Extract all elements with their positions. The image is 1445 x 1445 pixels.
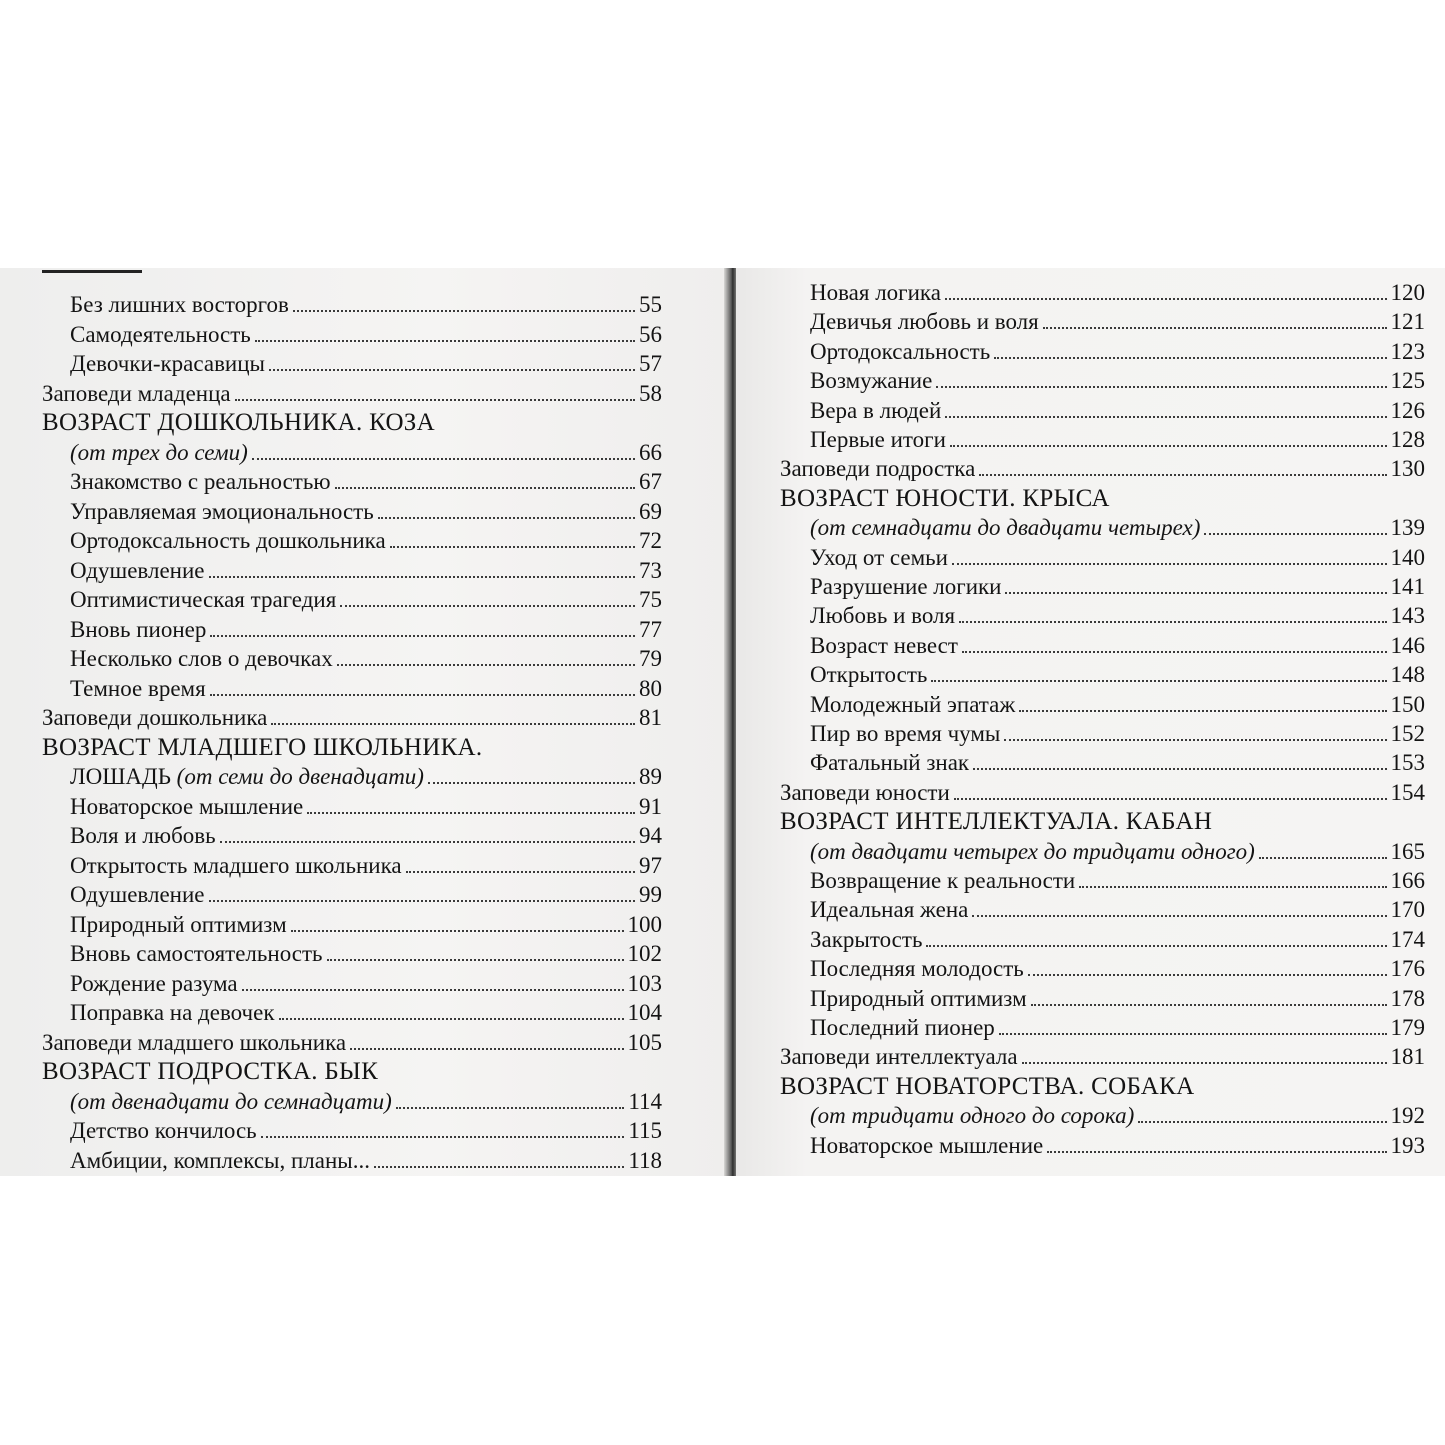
page-number: 81	[639, 705, 662, 730]
toc-entry[interactable]	[70, 1146, 662, 1176]
toc-entry-title-main: ЛОШАДЬ	[70, 764, 171, 789]
page-number: 143	[1390, 603, 1425, 629]
toc-entry-title: Рождение разума	[70, 970, 238, 996]
dot-leader	[1019, 710, 1386, 712]
toc-entry-title: Заповеди интеллектуала	[780, 1044, 1018, 1070]
dot-leader	[931, 680, 1386, 682]
toc-entry[interactable]	[780, 778, 1425, 808]
page-number: 94	[639, 823, 662, 848]
page-number: 150	[1390, 691, 1425, 717]
dot-leader	[291, 930, 624, 932]
dot-leader	[335, 487, 635, 489]
page-number: 55	[639, 292, 662, 317]
toc-entry[interactable]	[810, 513, 1425, 543]
toc-entry-title: Девичья любовь и воля	[810, 309, 1039, 335]
page-number: 174	[1390, 926, 1425, 952]
left-page	[0, 268, 728, 1176]
dot-leader	[307, 812, 635, 814]
page-number: 100	[627, 911, 662, 937]
toc-entry-title: Уход от семьи	[810, 544, 948, 570]
toc-entry[interactable]	[70, 821, 662, 851]
toc-entry-title: Заповеди младенца	[42, 380, 231, 406]
toc-entry[interactable]	[810, 866, 1425, 896]
page-number: 139	[1390, 515, 1425, 541]
dot-leader	[261, 1136, 625, 1138]
toc-entry-title: Первые итоги	[810, 427, 946, 452]
toc-entry[interactable]	[810, 396, 1425, 426]
toc-entry-title	[810, 513, 1200, 543]
toc-entry-title: Закрытость	[810, 926, 923, 952]
page-number: 126	[1390, 397, 1425, 423]
toc-entry-title: Природный оптимизм	[70, 911, 287, 937]
page-number: 67	[639, 469, 662, 494]
page-number: 130	[1390, 456, 1425, 482]
toc-entry-title: Одушевление	[70, 882, 205, 907]
dot-leader	[936, 386, 1386, 388]
dot-leader	[1031, 1004, 1387, 1006]
toc-entry[interactable]	[70, 526, 662, 556]
toc-entry-title: Девочки-красавицы	[70, 351, 266, 376]
toc-entry[interactable]	[810, 601, 1425, 631]
dot-leader	[210, 694, 635, 696]
toc-entry-title: Открытость младшего школьника	[70, 852, 402, 878]
dot-leader	[210, 635, 635, 637]
toc-entry-title: Разрушение логики	[810, 574, 1002, 599]
toc-entry[interactable]	[810, 690, 1425, 720]
page-number: 80	[639, 675, 662, 701]
dot-leader	[327, 959, 624, 961]
page-number: 104	[627, 1000, 662, 1025]
page-number: 118	[628, 1147, 662, 1173]
page-number: 148	[1390, 662, 1425, 688]
page-number: 72	[639, 528, 662, 553]
toc-entry[interactable]	[780, 1042, 1425, 1072]
dot-leader	[1043, 327, 1387, 329]
page-number: 179	[1390, 1015, 1425, 1040]
toc-entry[interactable]	[810, 895, 1425, 925]
toc-entry-title: Самодеятельность	[70, 321, 251, 347]
toc-entry-title: Детство кончилось	[70, 1118, 257, 1143]
toc-entry-title: Заповеди дошкольника	[42, 705, 268, 730]
toc-entry-title: Ортодоксальность	[810, 338, 991, 364]
page-number: 154	[1390, 779, 1425, 805]
page-number: 128	[1390, 427, 1425, 452]
dot-leader	[994, 357, 1386, 359]
dot-leader	[271, 723, 635, 725]
toc-entry[interactable]	[810, 278, 1425, 308]
dot-leader	[999, 1033, 1387, 1035]
toc-entry[interactable]	[70, 1087, 662, 1117]
toc-entry-title: Поправка на девочек	[70, 1000, 275, 1025]
toc-entry[interactable]	[810, 660, 1425, 690]
dot-leader	[1047, 1151, 1386, 1153]
page-number: 146	[1390, 632, 1425, 658]
toc-entry-title-italic: (от семнадцати до двадцати четырех)	[810, 515, 1201, 541]
page-number: 57	[639, 351, 662, 376]
toc-entry-title	[810, 837, 1255, 867]
toc-entry-title: Темное время	[70, 675, 206, 701]
toc-entry-title-italic: (от двадцати четырех до тридцати одного)	[810, 838, 1255, 864]
page-number: 120	[1390, 280, 1425, 305]
dot-leader	[972, 915, 1386, 917]
toc-entry-title: Оптимистическая трагедия	[70, 587, 337, 612]
dot-leader	[959, 621, 1386, 623]
dot-leader	[340, 605, 635, 607]
toc-entry[interactable]	[810, 1101, 1425, 1131]
dot-leader	[279, 1018, 624, 1020]
page-number: 102	[627, 941, 662, 966]
toc-entry-title	[70, 762, 424, 792]
toc-entry[interactable]	[70, 910, 662, 940]
toc-entry[interactable]	[810, 719, 1425, 749]
toc-entry-title: Идеальная жена	[810, 897, 969, 923]
page-number: 58	[639, 380, 662, 406]
toc-entry[interactable]	[810, 1013, 1425, 1043]
toc-entry-title: Новая логика	[810, 280, 941, 305]
toc-entry[interactable]	[810, 337, 1425, 367]
dot-leader	[220, 841, 635, 843]
toc-entry-title	[70, 438, 248, 468]
toc-entry-title-italic: (от двенадцати до семнадцати)	[70, 1088, 392, 1114]
dot-leader	[396, 1107, 625, 1109]
dot-leader	[1204, 533, 1386, 535]
dot-leader	[255, 340, 635, 342]
toc-entry-title: Возвращение к реальности	[810, 868, 1076, 893]
page-number: 89	[639, 764, 662, 789]
toc-entry-title-italic: (от трех до семи)	[70, 439, 248, 465]
toc-entry[interactable]	[810, 837, 1425, 867]
toc-entry-title: Заповеди подростка	[780, 456, 976, 482]
toc-entry[interactable]	[42, 1028, 662, 1058]
section-heading: ВОЗРАСТ МЛАДШЕГО ШКОЛЬНИКА.	[42, 733, 483, 761]
toc-entry[interactable]	[70, 438, 662, 468]
page-number: 114	[628, 1088, 662, 1114]
top-rule	[42, 270, 142, 273]
dot-leader	[209, 900, 636, 902]
dot-leader	[1138, 1121, 1386, 1123]
toc-entry[interactable]	[810, 572, 1425, 602]
left-toc	[0, 268, 728, 1176]
toc-entry-title: Возмужание	[810, 368, 933, 394]
toc-entry[interactable]	[70, 585, 662, 615]
dot-leader	[979, 474, 1386, 476]
dot-leader	[962, 651, 1387, 653]
toc-entry-title-italic: (от тридцати одного до сорока)	[810, 1103, 1135, 1129]
page-number: 193	[1390, 1132, 1425, 1158]
book-spread	[0, 268, 1445, 1176]
page-number: 178	[1390, 985, 1425, 1011]
dot-leader	[337, 664, 635, 666]
toc-entry-title: Фатальный знак	[810, 750, 970, 776]
dot-leader	[1079, 886, 1386, 888]
toc-entry-title	[810, 1101, 1134, 1131]
toc-entry[interactable]	[42, 379, 662, 409]
dot-leader	[1259, 857, 1387, 859]
page-number: 166	[1390, 868, 1425, 893]
toc-entry-title: Пир во время чумы	[810, 721, 1001, 746]
page-number: 73	[639, 557, 662, 583]
toc-entry-title: Любовь и воля	[810, 603, 956, 629]
dot-leader	[950, 445, 1387, 447]
dot-leader	[269, 369, 635, 371]
dot-leader	[945, 416, 1386, 418]
toc-entry-title: Новаторское мышление	[70, 793, 304, 819]
page-number: 69	[639, 498, 662, 524]
toc-entry-title: Несколько слов о девочках	[70, 646, 333, 671]
toc-entry-title: Заповеди юности	[780, 779, 950, 805]
page-number: 153	[1390, 750, 1425, 776]
toc-entry[interactable]	[42, 703, 662, 733]
dot-leader	[428, 782, 635, 784]
page-number: 56	[639, 321, 662, 347]
dot-leader	[926, 945, 1386, 947]
page-number: 103	[627, 970, 662, 996]
dot-leader	[350, 1048, 623, 1050]
page-number: 66	[639, 439, 662, 465]
toc-entry-title: Ортодоксальность дошкольника	[70, 528, 386, 553]
dot-leader	[378, 517, 635, 519]
toc-entry-title: Одушевление	[70, 557, 205, 583]
toc-entry[interactable]	[70, 939, 662, 969]
toc-entry[interactable]	[810, 631, 1425, 661]
toc-entry-title: Природный оптимизм	[810, 985, 1027, 1011]
toc-entry-title: Воля и любовь	[70, 823, 216, 848]
toc-entry[interactable]	[70, 851, 662, 881]
section-heading: ВОЗРАСТ ЮНОСТИ. КРЫСА	[780, 484, 1110, 512]
toc-entry[interactable]	[810, 1131, 1425, 1161]
section-heading: ВОЗРАСТ НОВАТОРСТВА. СОБАКА	[780, 1072, 1195, 1100]
page-number: 75	[639, 587, 662, 612]
toc-entry[interactable]	[70, 320, 662, 350]
page-number: 79	[639, 646, 662, 671]
toc-entry-title-italic: (от семи до двенадцати)	[176, 764, 424, 789]
toc-entry-title: Открытость	[810, 662, 928, 688]
toc-entry[interactable]	[810, 984, 1425, 1014]
toc-entry[interactable]	[70, 467, 662, 497]
toc-entry[interactable]	[70, 556, 662, 586]
dot-leader	[406, 871, 635, 873]
toc-entry[interactable]	[70, 674, 662, 704]
page-number: 105	[627, 1029, 662, 1055]
toc-entry[interactable]	[70, 969, 662, 999]
page-number: 192	[1390, 1103, 1425, 1129]
toc-entry[interactable]	[810, 425, 1425, 455]
toc-entry-title: Новаторское мышление	[810, 1132, 1044, 1158]
page-number: 181	[1390, 1044, 1425, 1070]
section-heading: ВОЗРАСТ ДОШКОЛЬНИКА. КОЗА	[42, 409, 435, 436]
toc-entry[interactable]	[70, 1116, 662, 1146]
toc-entry[interactable]	[780, 454, 1425, 484]
toc-entry[interactable]	[70, 497, 662, 527]
dot-leader	[209, 576, 636, 578]
section-heading: ВОЗРАСТ ПОДРОСТКА. БЫК	[42, 1058, 379, 1085]
right-toc	[736, 268, 1445, 1176]
toc-entry-title: Заповеди младшего школьника	[42, 1029, 347, 1055]
toc-entry[interactable]	[70, 792, 662, 822]
dot-leader	[952, 563, 1387, 565]
dot-leader	[1004, 739, 1386, 741]
dot-leader	[252, 458, 635, 460]
toc-entry[interactable]	[70, 349, 662, 379]
toc-entry[interactable]	[70, 644, 662, 674]
toc-entry-title: Вера в людей	[810, 397, 942, 423]
dot-leader	[235, 399, 635, 401]
toc-entry[interactable]	[810, 954, 1425, 984]
page-number: 91	[639, 793, 662, 819]
page-number: 140	[1390, 544, 1425, 570]
toc-entry-title: Управляемая эмоциональность	[70, 498, 374, 524]
toc-entry-title: Вновь пионер	[70, 616, 207, 642]
page-number: 152	[1390, 721, 1425, 746]
page-number: 99	[639, 882, 662, 907]
dot-leader	[374, 1166, 624, 1168]
section-heading: ВОЗРАСТ ИНТЕЛЛЕКТУАЛА. КАБАН	[780, 808, 1213, 836]
page-number: 165	[1390, 838, 1425, 864]
page-number: 141	[1390, 574, 1425, 599]
dot-leader	[1005, 592, 1386, 594]
toc-entry[interactable]	[810, 748, 1425, 778]
page-number: 170	[1390, 897, 1425, 923]
toc-entry-title: Без лишних восторгов	[70, 292, 289, 317]
page-number: 77	[639, 616, 662, 642]
toc-entry-title: Последний пионер	[810, 1015, 995, 1040]
toc-entry[interactable]	[810, 366, 1425, 396]
dot-leader	[945, 298, 1387, 300]
toc-entry-title: Молодежный эпатаж	[810, 691, 1016, 717]
toc-entry[interactable]	[70, 762, 662, 792]
toc-entry-title	[70, 1087, 392, 1117]
toc-entry-title: Знакомство с реальностью	[70, 469, 331, 494]
page-number: 115	[628, 1118, 662, 1143]
dot-leader	[954, 798, 1387, 800]
dot-leader	[973, 768, 1386, 770]
dot-leader	[293, 310, 635, 312]
page-number: 123	[1390, 338, 1425, 364]
dot-leader	[242, 989, 624, 991]
dot-leader	[1028, 974, 1387, 976]
toc-entry[interactable]	[70, 880, 662, 910]
toc-entry-title: Последняя молодость	[810, 956, 1024, 982]
page-number: 97	[639, 852, 662, 878]
dot-leader	[390, 546, 635, 548]
toc-entry-title: Возраст невест	[810, 632, 958, 658]
toc-entry[interactable]	[70, 998, 662, 1028]
toc-entry-title: Амбиции, комплексы, планы...	[70, 1147, 370, 1173]
toc-entry[interactable]	[810, 543, 1425, 573]
toc-entry[interactable]	[70, 290, 662, 320]
toc-entry-title: Вновь самостоятельность	[70, 941, 323, 966]
toc-entry[interactable]	[810, 307, 1425, 337]
dot-leader	[1022, 1062, 1387, 1064]
page-number: 121	[1390, 309, 1425, 335]
page-number: 125	[1390, 368, 1425, 394]
right-page	[736, 268, 1445, 1176]
toc-entry[interactable]	[70, 615, 662, 645]
toc-entry[interactable]	[810, 925, 1425, 955]
page-number: 176	[1390, 956, 1425, 982]
